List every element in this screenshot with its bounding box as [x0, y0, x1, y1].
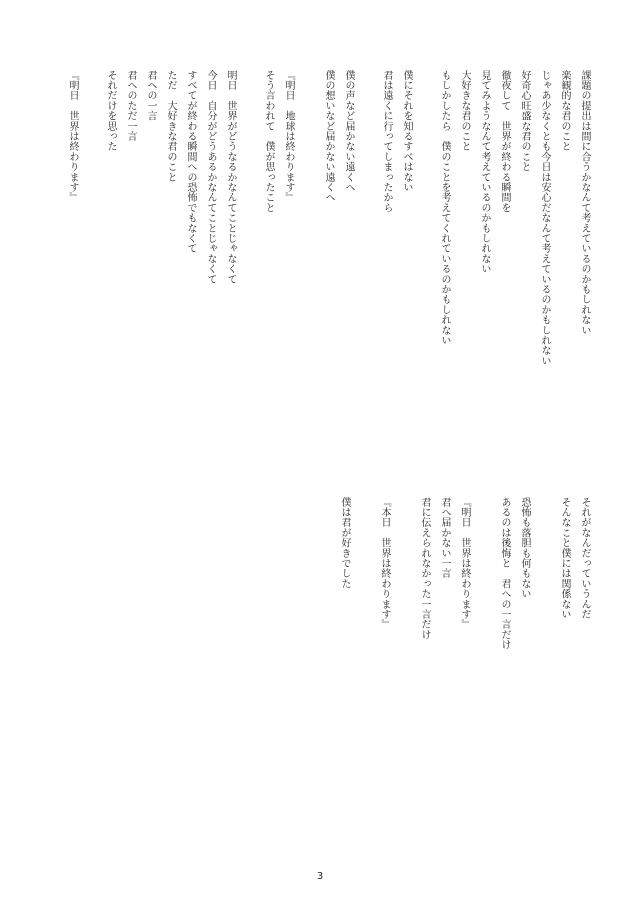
poem-line: 僕の想いなど届かない遠くへ [323, 70, 334, 203]
poem-line: 君へ届かない一言 [439, 497, 450, 579]
page-number: 3 [316, 871, 324, 882]
poem-line: ただ 大好きな君のこと [165, 70, 176, 183]
poem-line: じゃあ少なくとも今日は安心だなんて考えているのかもしれない [539, 70, 550, 366]
poem-line: 好奇心旺盛な君のこと [519, 70, 530, 172]
poem-line: 『本日 世界は終わります』 [379, 497, 390, 630]
poem-line: 『明日 地球は終わります』 [283, 70, 294, 203]
poem-line: 僕にそれを知るすべはない [401, 70, 412, 193]
poem-line: 明日 世界がどうなるかなんてことじゃなくて [225, 70, 236, 285]
poem-line: あるのは後悔と 君への一言だけ [499, 497, 510, 650]
poem-line: 君へのただ一言 [125, 70, 136, 142]
poem-line: 『明日 世界は終わります』 [459, 497, 470, 630]
poem-line: そんなこと僕には関係ない [559, 497, 570, 620]
poem-line: 楽観的な君のこと [559, 70, 570, 152]
poem-line: 大好きな君のこと [459, 70, 470, 152]
poem-line: 僕の声など届かない遠くへ [343, 70, 354, 193]
poem-line: もしかしたら 僕のことを考えてくれているのかもしれない [439, 70, 450, 346]
poem-line: 僕は君が好きでした [339, 497, 350, 589]
poem-line: 君への一言 [145, 70, 156, 121]
poem-line: 課題の提出は間に合うかなんて考えているのかもしれない [579, 70, 590, 336]
poem-line: 見てみようなんて考えているのかもしれない [479, 70, 490, 274]
poem-line: 今日 自分がどうあるかなんてことじゃなくて [205, 70, 216, 285]
poem-line: 徹夜して 世界が終わる瞬間を [499, 70, 510, 213]
poem-line: そう言われて 僕が思ったこと [263, 70, 274, 213]
poem-line: 君は遠くに行ってしまったから [381, 70, 392, 213]
poem-line: 恐怖も落胆も何もない [519, 497, 530, 599]
poem-line: 君に伝えられなかった一言だけ [419, 497, 430, 640]
poem-line: それだけを思った [105, 70, 116, 152]
poem-line: 『明日 世界は終わります』 [67, 70, 78, 203]
poem-line: すべてが終わる瞬間への恐怖でもなくて [185, 70, 196, 254]
poem-line: それがなんだっていうんだ [579, 497, 590, 620]
